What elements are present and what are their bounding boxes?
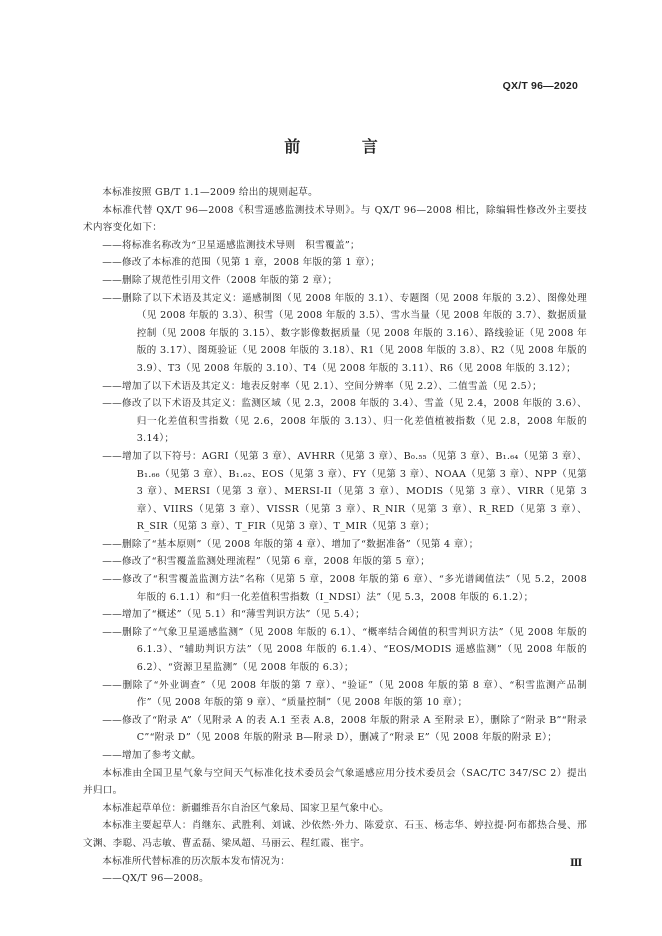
page-title: 前 言 [284, 137, 406, 156]
change-item: ——将标准名称改为“卫星遥感监测技术导则 积雪覆盖”； [102, 239, 360, 251]
change-item: ——修改了“积雪覆盖监测方法”名称（见第 5 章，2008 年版的第 6 章）、“多光谱阈值法”（见 5.2，2008 年版的 6.1.1）和“归一化差值积雪指数（I_NDSI）法”（见 5.3，2008 年版的 6.1.2）； [102, 574, 587, 603]
change-item: ——删除了规范性引用文件（2008 年版的第 2 章）； [102, 274, 338, 286]
change-item: ——修改了本标准的范围（见第 1 章，2008 年版的第 1 章）； [102, 257, 381, 269]
change-item: ——增加了以下符号：AGRI（见第 3 章）、AVHRR（见第 3 章）、B₀.₅₅（见第 3 章）、B₁.₆₄（见第 3 章）、B₁.₆₆（见第 3 章）、B₁.₆₂、EOS（见第 3 章）、FY（见第 3 章）、NOAA（见第 3 章）、NPP（见第 3 章）、MERSI（见第 3 章）、MERSI-II（见第 3 章）、MODIS（见第 3 章）、VIRR（见第 3 章）、VIIRS（见第 3 章）、VISSR（见第 3 章）、R_NIR（见第 3 章）、R_RED（见第 3 章）、R_SIR（见第 3 章）、T_FIR（见第 3 章）、T_MIR（见第 3 章）； [102, 450, 587, 533]
change-item: ——删除了“外业调查”（见 2008 年版的第 7 章）、“验证”（见 2008 年版的第 8 章）、“积雪监测产品制作”（见 2008 年版的第 9 章）、“质量控制”（见 2008 年版的第 10 章）； [102, 679, 587, 709]
change-item: ——修改了“附录 A”（见附录 A 的表 A.1 至表 A.8，2008 年版的附录 A 至附录 E），删除了“附录 B”“附录 C”“附录 D”（见 2008 年版的附录 B—附录 D），删减了“附录 E”（见 2008 年版的附录 E）； [102, 714, 587, 744]
paragraph-drafting-rule: 本标准按照 GB/T 1.1—2009 给出的规则起草。 [102, 187, 319, 198]
document-body [83, 184, 587, 888]
paragraph-replaces: 本标准代替 QX/T 96—2008《积雪遥感监测技术导则》。与 QX/T 96—2008 相比，除编辑性修改外主要技术内容变化如下： [83, 204, 587, 234]
change-item: ——修改了“积雪覆盖监测处理流程”（见第 6 章，2008 年版的第 5 章）； [102, 556, 431, 568]
page-number: Ⅲ [570, 858, 583, 869]
change-item: ——增加了“概述”（见 5.1）和“薄雪判识方法”（见 5.4）； [102, 609, 366, 621]
paragraph-history-intro: 本标准所代替标准的历次版本发布情况为： [102, 855, 291, 867]
change-item: ——增加了参考文献。 [102, 750, 202, 761]
history-item: ——QX/T 96—2008。 [102, 873, 210, 885]
paragraph-drafting-units: 本标准起草单位：新疆维吾尔自治区气象局、国家卫星气象中心。 [102, 802, 390, 814]
change-item: ——增加了以下术语及其定义：地表反射率（见 2.1）、空间分辨率（见 2.2）、二值雪盖（见 2.5）； [102, 380, 543, 392]
document-code: QX/T 96—2020 [502, 80, 578, 92]
change-item: ——删除了以下术语及其定义：遥感制图（见 2008 年版的 3.1）、专题图（见 2008 年版的 3.2）、图像处理（见 2008 年版的 3.3）、积雪（见 2008 年版的 3.5）、雪水当量（见 2008 年版的 3.7）、数据质量控制（见 2008 年版的 3.15）、数字影像数据质量（见 2008 年版的 3.16）、路线验证（见 2008 年版的 3.17）、图斑验证（见 2008 年版的 3.18）、R1（见 2008 年版的 3.8）、R2（见 2008 年版的 3.9）、T3（见 2008 年版的 3.10）、T4（见 2008 年版的 3.11）、R6（见 2008 年版的 3.12）； [102, 292, 587, 374]
paragraph-proposer: 本标准由全国卫星气象与空间天气标准化技术委员会气象遥感应用分技术委员会（SAC/TC 347/SC 2）提出并归口。 [83, 767, 587, 797]
change-item: ——删除了“基本原则”（见 2008 年版的第 4 章）、增加了“数据准备”（见第 4 章）； [102, 538, 479, 550]
paragraph-drafters: 本标准主要起草人：肖继东、武胜利、刘诚、沙依然·外力、陈爱京、石玉、杨志华、婷拉提·阿布都热合曼、邢文渊、李聪、冯志敏、曹孟磊、梁凤超、马丽云、程红霞、崔宇。 [83, 820, 587, 849]
change-item: ——删除了“气象卫星遥感监测”（见 2008 年版的 6.1）、“概率结合阈值的积雪判识方法”（见 2008 年版的 6.1.3）、“辅助判识方法”（见 2008 年版的 6.1.4）、“EOS/MODIS 遥感监测”（见 2008 年版的 6.2）、“资源卫星监测”（见 2008 年版的 6.3）； [102, 626, 587, 674]
change-item: ——修改了以下术语及其定义：监测区域（见 2.3，2008 年版的 3.4）、雪盖（见 2.4，2008 年版的 3.6）、归一化差值积雪指数（见 2.6，2008 年版的 3.13）、归一化差值植被指数（见 2.8，2008 年版的 3.14）； [102, 398, 587, 445]
